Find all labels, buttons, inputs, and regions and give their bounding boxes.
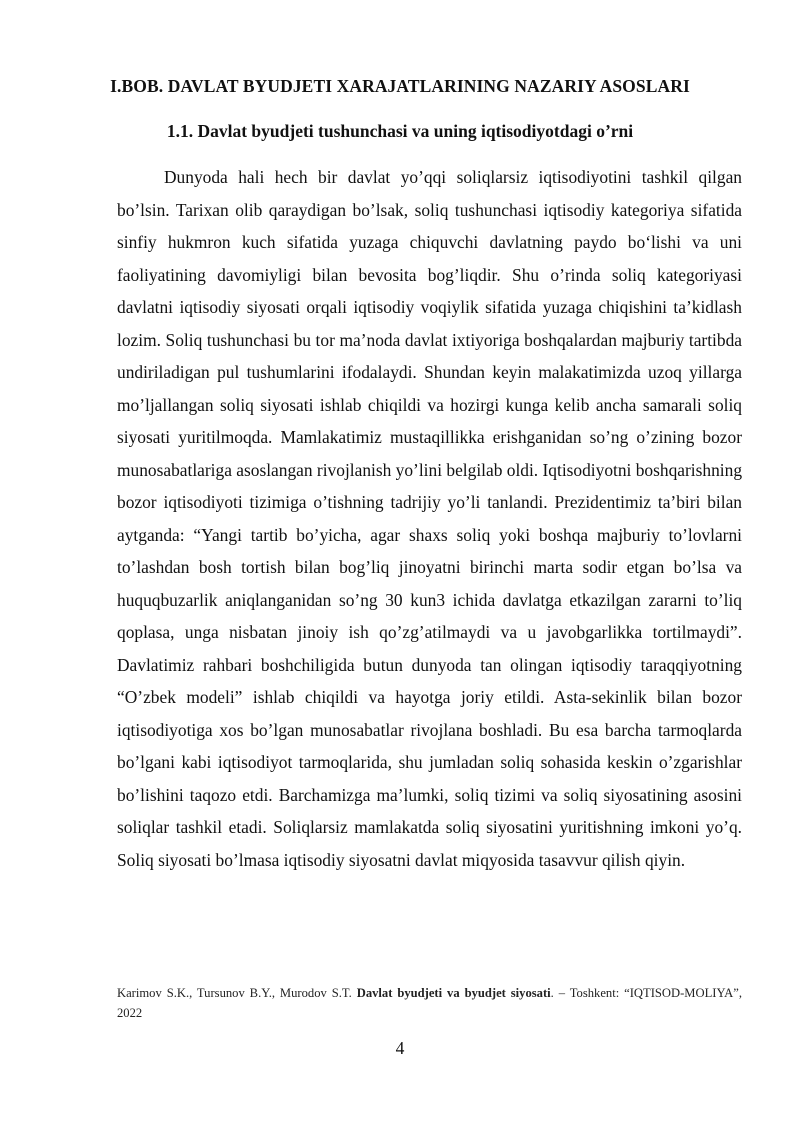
- section-title: 1.1. Davlat byudjeti tushunchasi va uning iqtisodiyotdagi o’rni: [166, 121, 634, 141]
- footnote-authors: Karimov S.K., Tursunov B.Y., Murodov S.T.: [117, 986, 352, 1000]
- footnote-title: Davlat byudjeti va byudjet siyosati: [356, 986, 551, 1000]
- chapter-title: I.BOB. DAVLAT BYUDJETI XARAJATLARINING NAZARIY ASOSLARI: [110, 76, 690, 96]
- footnote: [117, 983, 742, 1023]
- footnote-publisher: . – Toshkent: “IQTISOD-MOLIYA”, 2022: [117, 986, 743, 1020]
- page-number: 4: [395, 1038, 405, 1058]
- body-paragraph: Dunyoda hali hech bir davlat yo’qqi soliqlarsiz iqtisodiyotini tashkil qilgan bo’lsin. Tarixan olib qaraydigan bo’lsak, soliq tushunchasi iqtisodiy kategoriya sifatida sinfiy hukmron kuch sifatida yuzaga chiquvchi davlatning paydo bo‘lishi va uni faoliyatining davomiyligi bilan bevosita bog’liqdir. Shu o’rinda soliq kategoriyasi davlatni iqtisodiy siyosati orqali iqtisodiy voqiylik sifatida yuzaga chiqishini ta’kidlash lozim. Soliq tushunchasi bu tor ma’noda davlat ixtiyoriga boshqalardan majburiy tartibda undiriladigan pul tushumlarini ifodalaydi. Shundan keyin malakatimizda uzoq yillarga mo’ljallangan soliq siyosati ishlab chiqildi va hozirgi kunga kelib ancha samarali soliq siyosati yuritilmoqda. Mamlakatimiz mustaqillikka erishganidan so’ng o’zining bozor munosabatlariga asoslangan rivojlanish yo’lini belgilab oldi. Iqtisodiyotni boshqarishning bozor iqtisodiyoti tizimiga o’tishning tadrijiy yo’li tanlandi. Prezidentimiz ta’biri bilan aytganda: “Yangi tartib bo’yicha, agar shaxs soliq yoki boshqa majburiy to’lovlarni to’lashdan bosh tortish bilan bog’liq jinoyatni birinchi marta sodir etgan bo’lsa va huquqbuzarlik aniqlanganidan so’ng 30 kun3 ichida davlatga etkazilgan zararni to’liq qoplasa, unga nisbatan jinoiy ish qo’zg’atilmaydi va u javobgarlikka tortilmaydi”. Davlatimiz rahbari boshchiligida butun dunyoda tan olingan iqtisodiy taraqqiyotning “O’zbek modeli” ishlab chiqildi va hayotga joriy etildi. Asta-sekinlik bilan bozor iqtisodiyotiga xos bo’lgan munosabatlar rivojlana boshladi. Bu esa barcha tarmoqlarda bo’lgani kabi iqtisodiyot tarmoqlarida, shu jumladan soliq sohasida keskin o’zgarishlar bo’lishini taqozo etdi. Barchamizga ma’lumki, soliq tizimi va soliq siyosatining asosini soliqlar tashkil etadi. Soliqlarsiz mamlakatda soliq siyosatini yuritishning imkoni yo’q. Soliq siyosati bo’lmasa iqtisodiy siyosatni davlat miqyosida tasavvur qilish qiyin.: [117, 167, 743, 870]
